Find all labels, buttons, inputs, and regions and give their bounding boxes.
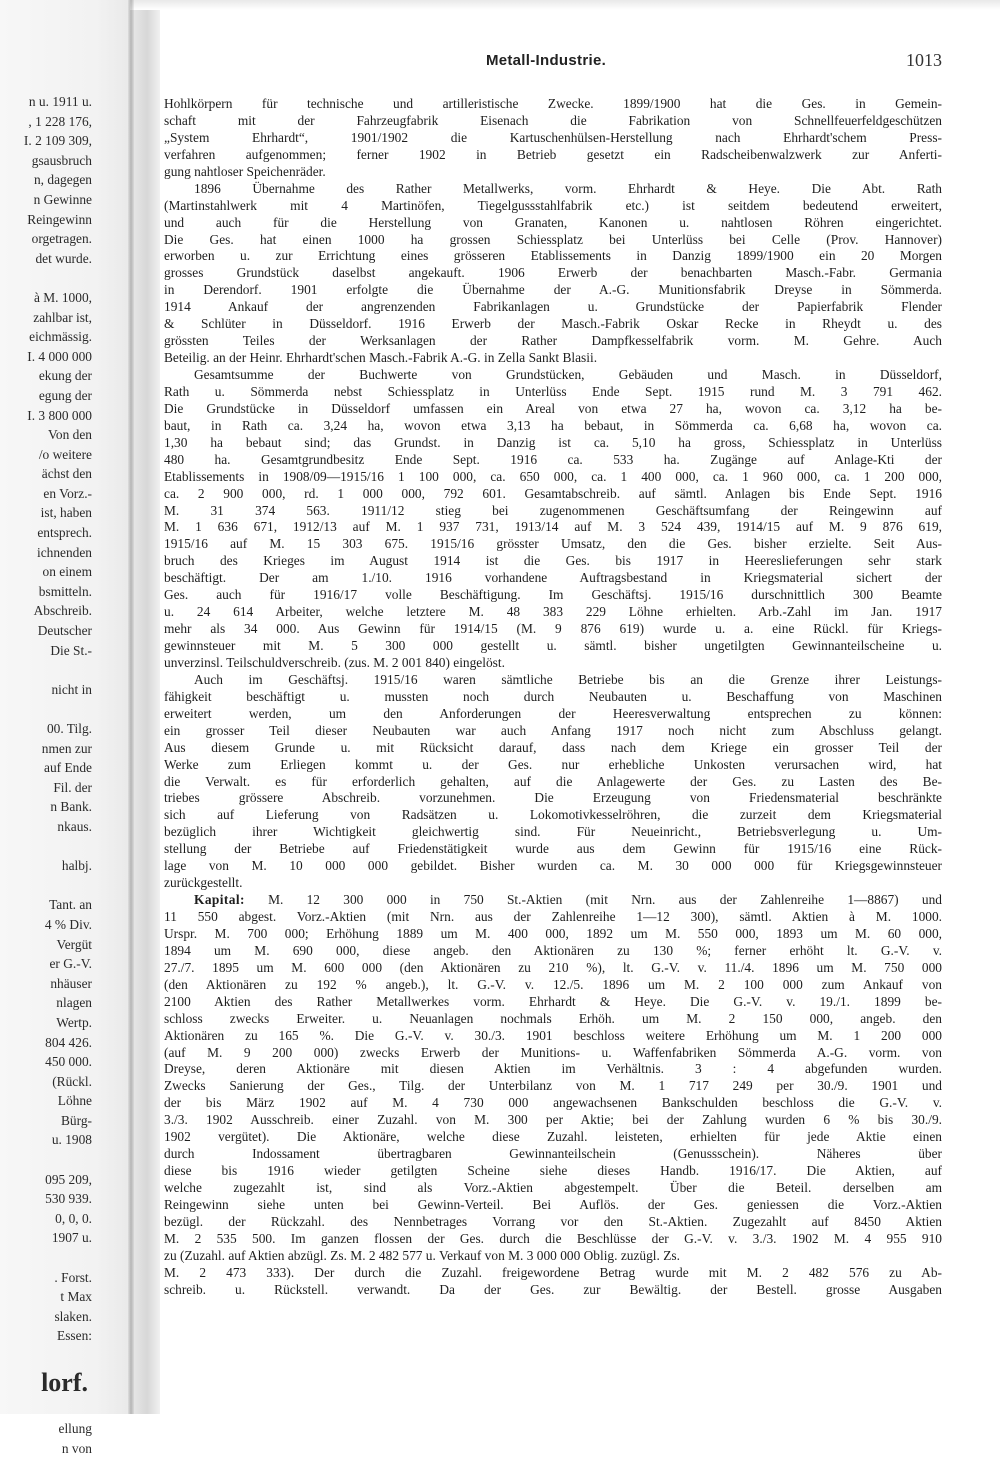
book-gutter [128,0,134,1414]
body-text-line: triebes grössere Abschreib. vorzunehmen. Die Erzeugung von Friedensmaterial beschränkte [164,790,942,806]
facing-page-line: nhäuser [50,975,92,991]
facing-page-line: ekung der [38,368,92,384]
facing-page-line: ellung [58,1421,92,1437]
facing-page-line: 804 426. [45,1034,92,1050]
body-text-line: (auf M. 9 200 000) zwecks Erwerb der Munitions- u. Waffenfabriken Sömmerda A.-G. vorm. von [164,1044,942,1060]
facing-page-line [0,1248,128,1268]
body-text-line: durch Indossament übertragbaren Gewinnanteilschein (Genussschein). Näheres über [164,1146,942,1162]
facing-page-line: . Forst. [54,1269,92,1285]
facing-page-line [0,837,128,857]
facing-page-line: 450 000. [45,1054,92,1070]
body-text-line: 27./7. 1895 um M. 600 000 (den Aktionären zu 210 %), lt. G.-V. v. 11./4. 1896 um M. 750 000 [164,959,942,975]
body-text-line: fähigkeit beschäftigt u. mussten noch durch Neubauten u. Beschaffung von Maschinen [164,688,942,704]
body-text-line: (Martinstahlwerk mit 4 Martinöfen, Tiegelgussstahlfabrik etc.) ist seitdem bedeutend erweitert, [164,197,942,213]
body-text-line: Werke zum Erliegen kommt u. der Ges. nur erhebliche Unkosten verursachen wird, hat [164,756,942,772]
facing-page-line: Vergüt [56,936,92,952]
facing-page-line: n u. 1911 u. [28,94,92,109]
facing-page-line: on einem [42,564,92,580]
body-text-line: u. 24 614 Arbeiter, welche letztere M. 48 383 229 Löhne erhielten. Arb.-Zahl im Jan. 1917 [164,604,942,620]
body-text-line: Aktionären zu 165 %. Die G.-V. v. 30./3. 1901 beschloss weitere Erhöhung um M. 1 200 000 [164,1027,942,1043]
body-text-line: Gesamtsumme der Buchwerte von Grundstücken, Gebäuden und Masch. in Düsseldorf, [194,367,942,382]
body-text-line: lage von M. 10 000 000 gebildet. Bisher wurden ca. M. 30 000 000 für Kriegsgewinnsteuer [164,858,942,874]
body-text-line: stellung der Betriebe auf Friedenstätigkeit wurde aus dem Gewinn für 1915/16 eine Rück- [164,841,942,857]
body-text-line: 1915/16 auf M. 15 303 675. 1915/16 grösster Umsatz, den die Ges. bisher erzielte. Seit Aus- [164,536,942,552]
body-text-line: zurückgestellt. [164,875,243,891]
facing-page-line: orgetragen. [31,231,92,247]
facing-page-line: Reingewinn [27,211,92,227]
facing-page-line: bsmitteln. [38,583,92,599]
body-text-line: verfahren aufgenommen; ferner 1902 in Betrieb gesetzt ein Radscheibenwalzwerk zur Anferti- [164,146,942,162]
body-text-line [164,892,942,909]
facing-page-line: (Rückl. [52,1073,92,1089]
body-text-line: erweitert werden, um den Anforderungen der Heeresverwaltung entsprechen zu können: [164,705,942,721]
facing-page-line: halbj. [61,858,92,874]
body-text-line: M. 1 636 671, 1912/13 auf M. 1 937 731, 1913/14 auf M. 3 524 439, 1914/15 auf M. 9 876 619, [164,519,942,535]
facing-page-line: 4 % Div. [44,916,92,932]
facing-page-line: slaken. [54,1308,92,1324]
body-text-line: M. 2 473 333). Der durch die Zuzahl. freigewordene Betrag wurde mit M. 2 482 576 zu Ab- [164,1264,942,1280]
body-text-line: unverzinsl. Teilschuldverschreib. (zus. M. 2 001 840) eingelöst. [164,654,505,670]
body-text-line: sich auf Lieferung von Radsätzen u. Lokomotivkesselröhren, die zurzeit dem Kriegsmaterial [164,807,942,823]
body-text-line: 2100 Aktien des Rather Metallwerkes vorm. Ehrhardt & Heye. Die G.-V. v. 19./1. 1899 be- [164,993,942,1009]
facing-page-line: ächst den [41,466,92,482]
body-text-line: schloss zwecks Erweiter. u. Neuanlagen nochmals Erhöh. um M. 2 150 000, angeb. den [164,1010,942,1026]
facing-page-line: n, dagegen [33,172,92,188]
body-text-line: Reingewinn siehe unten bei Gewinn-Verteil. Bei Auflös. der Ges. geniessen die Vorz.-Aktien [164,1196,942,1212]
body-text-line: bezüglich ihrer Wichtigkeit gleichwertig sind. Für Neueinricht., Betriebsverlegung u. Um- [164,824,942,840]
facing-page-line: /o weitere [38,446,92,462]
body-text-line: und auch für die Herstellung von Granaten, Kanonen u. nahtlosen Röhren eingerichtet. [164,214,942,230]
facing-page-line [0,268,128,288]
facing-page-line: u. 1908 [51,1132,92,1148]
body-text-line: diese bis 1916 wieder getilgten Scheine siehe dieses Handb. 1916/17. Die Aktien, auf [164,1163,942,1179]
body-text-line: Urspr. M. 700 000; Erhöhung 1889 um M. 400 000, 1892 um M. 550 000, 1893 um M. 60 000, [164,925,942,941]
facing-page-line [0,1400,128,1420]
facing-page-line: I. 3 800 000 [27,407,92,423]
main-text-column [164,96,942,1299]
body-text-line: Dreyse, deren Aktionäre mit diesen Aktien im Verhältnis. 3 : 4 abgefunden wurden. [164,1061,942,1077]
facing-page-line: nkaus. [57,818,92,834]
facing-page-line: ichnenden [36,544,92,560]
body-text-line: erworben u. zur Errichtung eines grösseren Etablissements in Danzig 1899/1900 ein 20 Morgen [164,248,942,264]
running-header [150,52,942,76]
facing-page-line: 530 939. [45,1191,92,1207]
facing-page-line: lorf. [41,1367,88,1397]
body-text-line: M. 2 535 500. Im ganzen flossen der Ges. durch die Beschlüsse der G.-V. v. 3./3. 1902 M. 4 955 910 [164,1230,942,1246]
body-text-line: welche zugezahlt ist, sind als Vorz.-Aktien abgestempelt. Über die Beteil. derselben am [164,1180,942,1195]
body-text-line: 1914 Ankauf der angrenzenden Fabrikanlagen u. Grundstücke der Papierfabrik Flender [164,299,942,315]
body-text-line: Rath u. Sömmerda nebst Schiessplatz in Unterlüss Ende Sept. 1915 rund M. 3 791 462. [164,383,942,399]
body-text-line: der bis März 1902 auf M. 4 730 000 angewachsenen Bankschulden beschloss die G.-V. v. [164,1095,942,1111]
body-text-line: die Verwalt. es für erforderlich gehalten, auf die Anlagewerte der Ges. zu Lasten des Be- [164,773,942,789]
kapital-text: M. 12 300 000 in 750 St.-Aktien (mit Nrn. aus der Zahlenreihe 1—8867) und [244,892,942,908]
facing-page-line: en Vorz.- [43,485,92,501]
body-text-line: bezügl. der Rückzahl. des Nennbetrages Vorrang vor den St.-Aktien. Zugezahlt auf 8450 Aktien [164,1213,942,1229]
facing-page-line: Wertp. [56,1014,92,1030]
facing-page-line: nlagen [56,995,92,1011]
facing-page-line: eichmässig. [29,329,92,345]
body-text-line: 1894 um M. 690 000, diese angeb. den Aktionären zu 130 %; ferner erhöht lt. G.-V. v. [164,942,942,958]
body-text-line: 1902 vergütet). Die Aktionäre, welche diese Zuzahl. leisteten, erhielten für jede Aktie einen [164,1129,942,1145]
body-text-line: Etablissements in 1908/09—1915/16 1 100 000, ca. 650 000, ca. 1 400 000, ca. 1 960 000, ca. 1 200 000, [164,468,942,484]
body-text-line: ein grosser Teil dieser Neubauten war auch Anfang 1917 noch nicht zum Abschluss gelangt. [164,722,942,738]
body-text-line: mehr als 34 000. Aus Gewinn für 1914/15 (M. 9 876 619) wurde u. a. eine Rückl. für Kriegs- [164,621,942,637]
facing-page-line: 00. Tilg. [46,721,92,736]
body-text-line: ca. 2 900 000, rd. 1 000 000, 792 601. Gesamtabschreib. auf sämtl. Anlagen bis Ende Sept. 1916 [164,485,942,501]
body-text-line: grössten Teiles der Werksanlagen der Rather Dampfkesselfabrik vorm. M. Gehre. Auch [164,333,942,349]
facing-page-line: t Max [60,1289,92,1305]
facing-page-line: 095 209, [45,1171,92,1187]
body-text-line: 3./3. 1902 Ausschreib. einer Zuzahl. von M. 300 per Aktie; bei der Zahlung wurden 6 % bis 30./9. [164,1112,942,1128]
facing-page-line: Von den [47,427,92,443]
body-text-line: Zwecks Sanierung der Ges., Tilg. der Unterbilanz von M. 1 717 249 per 30./9. 1901 und [164,1078,942,1094]
facing-page-line: Fil. der [53,779,92,795]
facing-page-line [0,660,128,680]
facing-page-line [0,1150,128,1170]
facing-page-line [0,876,128,896]
facing-page-line: zahlbar ist, [33,309,92,325]
body-text-line: zu (Zuzahl. auf Aktien abzügl. Zs. M. 2 482 577 u. Verkauf von M. 3 000 000 Oblig. zuzügl. Zs. [164,1247,680,1263]
body-text-line: Die Ges. hat einen 1000 ha grossen Schiessplatz bei Unterlüss bei Celle (Prov. Hannover) [164,231,942,247]
facing-page-line: Deutscher [37,623,92,639]
facing-page-line: nmen zur [41,740,92,756]
body-text-line: 1,30 ha bebaut sind; das Grundst. in Danzig ist ca. 5,10 ha gross, Schiessplatz in Unterlüss [164,434,942,450]
facing-page-line: nicht in [51,681,92,697]
facing-page-line: Tant. an [49,897,92,913]
facing-page-line: auf Ende [44,760,92,776]
body-text-line: schaft mit der Fahrzeugfabrik Eisenach die Fabrikation von Schnellfeuerfeldgeschützen [164,112,942,128]
body-text-line: baut, in Rath ca. 3,24 ha, wovon etwa 3,13 ha bebaut, in Sömmerda ca. 6,68 ha, wovon ca. [164,417,942,433]
facing-page-line: er G.-V. [49,956,92,972]
facing-page-line: egung der [38,387,92,403]
body-text-line: gung nahtloser Speichenräder. [164,163,326,179]
body-text-line: „System Ehrhardt“, 1901/1902 die Kartuschenhülsen-Herstellung nach Ehrhardt'schem Press- [164,129,942,145]
body-text-line: Auch im Geschäftsj. 1915/16 waren sämtliche Betriebe bis an die Grenze ihrer Leistungs- [194,671,942,687]
page-title: Metall-Industrie. [485,52,607,69]
facing-page-line: n Gewinne [33,191,92,207]
page-number: 1013 [906,50,942,70]
body-text-line: bruch des Krieges im August 1914 ist die Ges. bis 1917 in Heereslieferungen sehr stark [164,553,942,569]
facing-page-line: Bürg- [61,1112,92,1128]
facing-page-line: 1907 u. [51,1230,92,1246]
facing-page-line: Die St.- [50,642,92,658]
body-text-line: schreib. u. Rückstell. verwandt. Da der Ges. zur Bewältig. der Bestell. grosse Ausgaben [164,1281,942,1297]
facing-page-line: I. 2 109 309, [23,133,92,149]
page-top-edge [130,0,1000,10]
body-text-line: Aus diesem Grunde u. mit Rücksicht darauf, dass nach dem Kriege ein grosser Teil der [164,739,942,755]
body-text-line: 480 ha. Gesamtgrundbesitz Ende Sept. 1916 ca. 533 ha. Zugänge auf Anlage-Kti der [164,451,942,467]
facing-page-line: Essen: [57,1328,92,1344]
body-text-line: gewinnsteuer mit M. 5 300 000 gestellt u. sämtl. bisher ungetilgten Gewinnanteilscheine u. [164,638,942,653]
kapital-label: Kapital: [194,892,245,908]
facing-page-line: entsprech. [37,525,92,541]
facing-page-line: Löhne [57,1093,92,1109]
body-text-line: beschäftigt. Der am 1./10. 1916 vorhandene Auftragsbestand in Kriegsmaterial sichert der [164,570,942,586]
body-text-line: 1896 Übernahme des Rather Metallwerks, vorm. Ehrhardt & Heye. Die Abt. Rath [194,180,942,196]
facing-page-line [0,699,128,719]
facing-page-line: n von [61,1440,92,1456]
body-text-line: Hohlkörpern für technische und artilleristische Zwecke. 1899/1900 hat die Ges. in Gemein- [164,96,942,111]
facing-page-column [0,92,128,1458]
facing-page-line: Abschreib. [33,603,92,619]
facing-page-line: à M. 1000, [33,289,92,305]
facing-page-line: gsausbruch [31,152,92,168]
body-text-line: 11 550 abgest. Vorz.-Aktien (mit Nrn. aus der Zahlenreihe 1—12 300), sämtl. Aktien à M. 1000. [164,909,942,924]
body-text-line: Die Grundstücke in Düsseldorf umfassen ein Areal von etwa 27 ha, wovon ca. 3,12 ha be- [164,400,942,416]
body-text-line: & Schlüter in Düsseldorf. 1916 Erwerb der Masch.-Fabrik Oskar Recke in Rheydt u. des [164,316,942,332]
body-text-line: Beteilig. an der Heinr. Ehrhardt'schen Masch.-Fabrik A.-G. in Zella Sankt Blasii. [164,350,598,366]
facing-page-line: ist, haben [40,505,92,521]
body-text-line: in Derendorf. 1901 erfolgte die Übernahme der A.-G. Munitionsfabrik Dreyse in Sömmerda. [164,282,942,298]
body-text-line: Ges. auch für 1916/17 volle Beschäftigung. Im Geschäftsj. 1915/16 durschnittlich 300 Beamte [164,587,942,603]
body-text-line: (den Aktionären zu 192 % angeb.), lt. G.-V. v. 12./5. 1896 um M. 2 100 000 zum Ankauf von [164,976,942,992]
facing-page-line [0,1346,128,1366]
facing-page-line: , 1 228 176, [28,113,92,129]
facing-page-line: n Bank. [50,799,92,815]
body-text-line: M. 31 374 563. 1911/12 stieg bei zugenommenen Geschäftsumfang der Reingewinn auf [164,502,942,518]
facing-page-line: I. 4 000 000 [27,348,92,364]
body-text-line: grosses Grundstück daselbst angekauft. 1906 Erwerb der benachbarten Masch.-Fabr. Germania [164,265,942,281]
facing-page-line: 0, 0, 0. [55,1210,92,1226]
facing-page-line: det wurde. [35,250,92,266]
